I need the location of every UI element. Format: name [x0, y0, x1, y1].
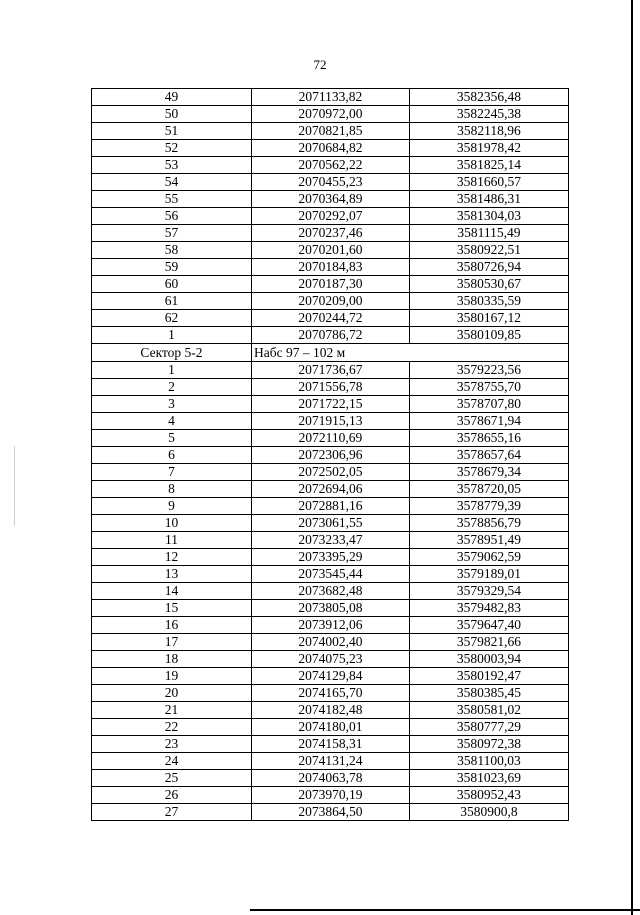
point-number: 61 [92, 293, 252, 310]
table-row [92, 804, 569, 821]
coordinates-table [91, 88, 569, 821]
coord-y: 3580109,85 [409, 327, 568, 344]
point-number: 59 [92, 259, 252, 276]
table-row [92, 396, 569, 413]
coord-y: 3582356,48 [409, 89, 568, 106]
table-row [92, 293, 569, 310]
coord-x: 2072502,05 [252, 464, 410, 481]
coord-x: 2072881,16 [252, 498, 410, 515]
coord-x: 2070237,46 [252, 225, 410, 242]
coord-y: 3579329,54 [409, 583, 568, 600]
coord-y: 3578856,79 [409, 515, 568, 532]
table-row [92, 89, 569, 106]
table-row [92, 770, 569, 787]
sector-label: Сектор 5-2 [92, 344, 252, 362]
sector-header [92, 344, 569, 362]
coord-x: 2074158,31 [252, 736, 410, 753]
coord-y: 3578655,16 [409, 430, 568, 447]
coord-x: 2073682,48 [252, 583, 410, 600]
point-number: 53 [92, 157, 252, 174]
coord-x: 2073970,19 [252, 787, 410, 804]
point-number: 54 [92, 174, 252, 191]
coord-x: 2074075,23 [252, 651, 410, 668]
coord-y: 3581825,14 [409, 157, 568, 174]
table-row [92, 702, 569, 719]
point-number: 18 [92, 651, 252, 668]
point-number: 4 [92, 413, 252, 430]
point-number: 13 [92, 566, 252, 583]
coord-y: 3578779,39 [409, 498, 568, 515]
point-number: 10 [92, 515, 252, 532]
coord-y: 3581486,31 [409, 191, 568, 208]
coord-x: 2070684,82 [252, 140, 410, 157]
table-row [92, 174, 569, 191]
coord-y: 3580385,45 [409, 685, 568, 702]
table-row [92, 532, 569, 549]
point-number: 23 [92, 736, 252, 753]
point-number: 5 [92, 430, 252, 447]
table-row [92, 566, 569, 583]
coord-y: 3579482,83 [409, 600, 568, 617]
coord-y: 3579821,66 [409, 634, 568, 651]
point-number: 11 [92, 532, 252, 549]
coord-y: 3580777,29 [409, 719, 568, 736]
coord-x: 2070187,30 [252, 276, 410, 293]
coord-x: 2070244,72 [252, 310, 410, 327]
coord-y: 3580922,51 [409, 242, 568, 259]
coord-y: 3580726,94 [409, 259, 568, 276]
table-row [92, 327, 569, 344]
table-row [92, 362, 569, 379]
point-number: 17 [92, 634, 252, 651]
coord-y: 3580167,12 [409, 310, 568, 327]
coord-x: 2072110,69 [252, 430, 410, 447]
coord-y: 3580530,67 [409, 276, 568, 293]
coord-x: 2070786,72 [252, 327, 410, 344]
coord-y: 3578671,94 [409, 413, 568, 430]
table-row [92, 191, 569, 208]
table-row [92, 600, 569, 617]
coord-x: 2074131,24 [252, 753, 410, 770]
coord-y: 3578951,49 [409, 532, 568, 549]
coord-x: 2073545,44 [252, 566, 410, 583]
point-number: 49 [92, 89, 252, 106]
coord-y: 3580581,02 [409, 702, 568, 719]
table-row [92, 549, 569, 566]
coord-x: 2072694,06 [252, 481, 410, 498]
table-row [92, 106, 569, 123]
table-row [92, 413, 569, 430]
coord-y: 3580972,38 [409, 736, 568, 753]
point-number: 56 [92, 208, 252, 225]
table-row [92, 123, 569, 140]
table-row [92, 498, 569, 515]
sector-depth: Набс 97 – 102 м [252, 344, 569, 362]
coord-y: 3581978,42 [409, 140, 568, 157]
table-row [92, 379, 569, 396]
point-number: 16 [92, 617, 252, 634]
coord-x: 2070455,23 [252, 174, 410, 191]
coord-y: 3580335,59 [409, 293, 568, 310]
table-row [92, 515, 569, 532]
point-number: 8 [92, 481, 252, 498]
point-number: 19 [92, 668, 252, 685]
table-row [92, 481, 569, 498]
coord-y: 3582118,96 [409, 123, 568, 140]
coord-x: 2072306,96 [252, 447, 410, 464]
coord-x: 2071556,78 [252, 379, 410, 396]
coord-x: 2074180,01 [252, 719, 410, 736]
coord-y: 3581304,03 [409, 208, 568, 225]
sector-row [92, 344, 569, 362]
table-row [92, 310, 569, 327]
coord-x: 2070364,89 [252, 191, 410, 208]
table-row [92, 634, 569, 651]
point-number: 2 [92, 379, 252, 396]
coord-x: 2070184,83 [252, 259, 410, 276]
table-row [92, 719, 569, 736]
point-number: 26 [92, 787, 252, 804]
coord-y: 3578755,70 [409, 379, 568, 396]
table-row [92, 225, 569, 242]
coord-x: 2070821,85 [252, 123, 410, 140]
point-number: 6 [92, 447, 252, 464]
table-row [92, 668, 569, 685]
coord-y: 3578707,80 [409, 396, 568, 413]
coord-y: 3581115,49 [409, 225, 568, 242]
coord-y: 3581023,69 [409, 770, 568, 787]
coord-y: 3580192,47 [409, 668, 568, 685]
coord-x: 2073395,29 [252, 549, 410, 566]
coord-y: 3578720,05 [409, 481, 568, 498]
point-number: 24 [92, 753, 252, 770]
point-number: 21 [92, 702, 252, 719]
coord-y: 3578679,34 [409, 464, 568, 481]
table-row [92, 753, 569, 770]
page-number: 72 [313, 57, 327, 72]
table-row [92, 736, 569, 753]
coord-y: 3580003,94 [409, 651, 568, 668]
table-row [92, 583, 569, 600]
point-number: 57 [92, 225, 252, 242]
point-number: 27 [92, 804, 252, 821]
coord-x: 2073864,50 [252, 804, 410, 821]
coord-y: 3579189,01 [409, 566, 568, 583]
point-number: 51 [92, 123, 252, 140]
coord-x: 2074002,40 [252, 634, 410, 651]
coord-x: 2073233,47 [252, 532, 410, 549]
point-number: 60 [92, 276, 252, 293]
bottom-scan-edge [250, 909, 640, 911]
coord-x: 2074063,78 [252, 770, 410, 787]
coord-x: 2071915,13 [252, 413, 410, 430]
point-number: 50 [92, 106, 252, 123]
coord-x: 2071133,82 [252, 89, 410, 106]
table-row [92, 787, 569, 804]
coord-x: 2070562,22 [252, 157, 410, 174]
point-number: 62 [92, 310, 252, 327]
coord-y: 3579647,40 [409, 617, 568, 634]
coord-x: 2071722,15 [252, 396, 410, 413]
point-number: 15 [92, 600, 252, 617]
point-number: 52 [92, 140, 252, 157]
point-number: 14 [92, 583, 252, 600]
table-row [92, 447, 569, 464]
table-row [92, 242, 569, 259]
coord-y: 3581660,57 [409, 174, 568, 191]
table-row [92, 430, 569, 447]
point-number: 1 [92, 362, 252, 379]
table-body-top [92, 89, 569, 344]
coord-x: 2070209,00 [252, 293, 410, 310]
coord-x: 2070292,07 [252, 208, 410, 225]
point-number: 20 [92, 685, 252, 702]
coord-y: 3579062,59 [409, 549, 568, 566]
coord-x: 2074165,70 [252, 685, 410, 702]
table-row [92, 617, 569, 634]
table-row [92, 276, 569, 293]
table-row [92, 651, 569, 668]
coord-y: 3578657,64 [409, 447, 568, 464]
coord-x: 2074129,84 [252, 668, 410, 685]
coord-x: 2070972,00 [252, 106, 410, 123]
point-number: 7 [92, 464, 252, 481]
table-row [92, 208, 569, 225]
table-row [92, 140, 569, 157]
coord-y: 3579223,56 [409, 362, 568, 379]
table-row [92, 464, 569, 481]
coord-x: 2071736,67 [252, 362, 410, 379]
right-scan-edge [631, 0, 633, 915]
point-number: 1 [92, 327, 252, 344]
point-number: 9 [92, 498, 252, 515]
coord-y: 3581100,03 [409, 753, 568, 770]
point-number: 22 [92, 719, 252, 736]
coord-x: 2073912,06 [252, 617, 410, 634]
point-number: 55 [92, 191, 252, 208]
coord-x: 2074182,48 [252, 702, 410, 719]
coord-y: 3580952,43 [409, 787, 568, 804]
point-number: 3 [92, 396, 252, 413]
point-number: 58 [92, 242, 252, 259]
coord-y: 3580900,8 [409, 804, 568, 821]
coord-y: 3582245,38 [409, 106, 568, 123]
coord-x: 2073805,08 [252, 600, 410, 617]
table-row [92, 259, 569, 276]
coord-x: 2073061,55 [252, 515, 410, 532]
table-row [92, 685, 569, 702]
table-body-bottom [92, 362, 569, 821]
table-row [92, 157, 569, 174]
point-number: 25 [92, 770, 252, 787]
coord-x: 2070201,60 [252, 242, 410, 259]
scan-margin-mark [14, 446, 15, 526]
point-number: 12 [92, 549, 252, 566]
